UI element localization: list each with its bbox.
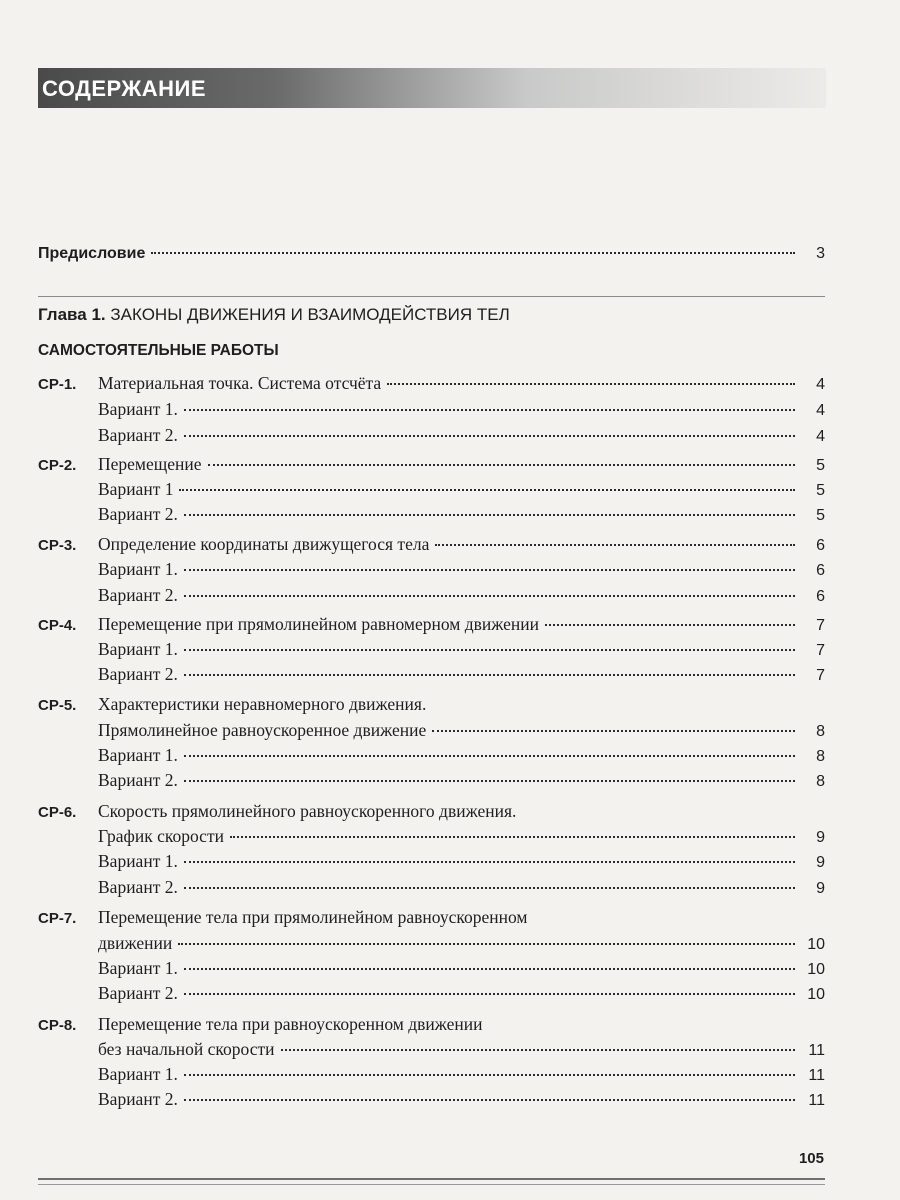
- toc-entry-heading: [38, 906, 527, 930]
- variant-label: Вариант 1: [98, 479, 174, 499]
- variant-label: Вариант 2.: [98, 585, 178, 605]
- work-code: СР-2.: [38, 457, 77, 474]
- toc-variant: [38, 478, 825, 500]
- section-heading: САМОСТОЯТЕЛЬНЫЕ РАБОТЫ: [38, 342, 279, 359]
- page-ref: 5: [816, 457, 825, 474]
- toc-variant: [38, 744, 825, 766]
- toc-entry: [38, 932, 825, 954]
- page-ref: 5: [816, 507, 825, 524]
- dot-leader: [184, 568, 795, 571]
- dot-leader: [184, 1098, 795, 1101]
- page-ref: 4: [816, 402, 825, 419]
- page-ref: 8: [816, 748, 825, 765]
- page-ref: 6: [816, 562, 825, 579]
- dot-leader: [435, 543, 795, 546]
- page-ref: 10: [807, 986, 825, 1003]
- toc-entry: [38, 825, 825, 847]
- work-code: СР-3.: [38, 537, 77, 554]
- dot-leader: [184, 754, 795, 757]
- page-ref: 9: [816, 880, 825, 897]
- page-ref: 4: [816, 376, 825, 393]
- dot-leader: [151, 251, 795, 254]
- entry-title: Перемещение: [98, 454, 202, 474]
- page-ref: 7: [816, 617, 825, 634]
- divider: [38, 296, 825, 297]
- dot-leader: [184, 992, 795, 995]
- entry-title: Перемещение при прямолинейном равномерном движении: [98, 614, 539, 634]
- toc-variant: [38, 876, 825, 898]
- entry-title: Определение координаты движущегося тела: [98, 534, 430, 554]
- work-code: СР-7.: [38, 910, 77, 927]
- variant-label: Вариант 2.: [98, 1089, 178, 1109]
- entry-title: Характеристики неравномерного движения.: [98, 694, 427, 714]
- dot-leader: [184, 513, 795, 516]
- toc-variant: [38, 638, 825, 660]
- dot-leader: [184, 779, 795, 782]
- entry-title-cont: Прямолинейное равноускоренное движение: [98, 720, 427, 740]
- page-ref: 7: [816, 667, 825, 684]
- variant-label: Вариант 2.: [98, 504, 178, 524]
- variant-label: Вариант 1.: [98, 851, 178, 871]
- dot-leader: [387, 382, 795, 385]
- page-ref: 4: [816, 428, 825, 445]
- variant-label: Вариант 2.: [98, 877, 178, 897]
- entry-title: Скорость прямолинейного равноускоренного движения.: [98, 801, 517, 821]
- variant-label: Вариант 2.: [98, 425, 178, 445]
- toc-variant: [38, 584, 825, 606]
- page-ref: 8: [816, 773, 825, 790]
- toc-entry: [38, 1038, 825, 1060]
- variant-label: Вариант 1.: [98, 399, 178, 419]
- dot-leader: [281, 1048, 795, 1051]
- dot-leader: [184, 967, 795, 970]
- dot-leader: [178, 942, 795, 945]
- page-ref: 11: [808, 1067, 825, 1084]
- toc-entry: [38, 533, 825, 555]
- page-title: СОДЕРЖАНИЕ: [42, 76, 207, 101]
- toc-variant: [38, 850, 825, 872]
- work-code: СР-5.: [38, 697, 77, 714]
- variant-label: Вариант 1.: [98, 958, 178, 978]
- entry-title-cont: движении: [98, 933, 173, 953]
- toc-variant: [38, 398, 825, 420]
- page-ref: 11: [808, 1042, 825, 1059]
- variant-label: Вариант 2.: [98, 983, 178, 1003]
- variant-label: Вариант 1.: [98, 745, 178, 765]
- toc-entry: [38, 719, 825, 741]
- toc-entry: [38, 613, 825, 635]
- page-ref: 7: [816, 642, 825, 659]
- dot-leader: [432, 729, 795, 732]
- dot-leader: [184, 408, 795, 411]
- page-ref: 11: [808, 1092, 825, 1109]
- page-ref: 6: [816, 588, 825, 605]
- toc-variant: [38, 663, 825, 685]
- page-ref: 6: [816, 537, 825, 554]
- work-code: СР-4.: [38, 617, 77, 634]
- work-code: СР-1.: [38, 376, 77, 393]
- toc-entry-heading: [38, 800, 516, 824]
- page-number: 105: [798, 1150, 824, 1167]
- page-ref: 9: [816, 854, 825, 871]
- toc-variant: [38, 1063, 825, 1085]
- entry-title-cont: График скорости: [98, 826, 224, 846]
- toc-variant: [38, 769, 825, 791]
- toc-entry: [38, 372, 825, 394]
- entry-title: Перемещение тела при равноускоренном движении: [98, 1014, 483, 1034]
- dot-leader: [179, 488, 795, 491]
- variant-label: Вариант 1.: [98, 559, 178, 579]
- dot-leader: [208, 463, 795, 466]
- toc-entry-heading: [38, 693, 426, 717]
- chapter-prefix: Глава 1.: [38, 305, 106, 324]
- dot-leader: [545, 623, 795, 626]
- dot-leader: [184, 434, 795, 437]
- entry-title-cont: без начальной скорости: [98, 1039, 275, 1059]
- toc-entry-heading: [38, 1013, 483, 1037]
- variant-label: Вариант 1.: [98, 1064, 178, 1084]
- page-ref: 5: [816, 482, 825, 499]
- variant-label: Вариант 2.: [98, 664, 178, 684]
- page-ref: 10: [807, 936, 825, 953]
- work-code: СР-6.: [38, 804, 77, 821]
- toc-variant: [38, 957, 825, 979]
- entry-title: Материальная точка. Система отсчёта: [98, 373, 382, 393]
- page-ref: 9: [816, 829, 825, 846]
- toc-entry-preface: [38, 243, 825, 265]
- dot-leader: [184, 860, 795, 863]
- chapter-heading: [38, 305, 510, 325]
- dot-leader: [184, 1073, 795, 1076]
- page-ref: 10: [807, 961, 825, 978]
- toc-variant: [38, 1088, 825, 1110]
- preface-label: Предисловие: [38, 245, 146, 262]
- work-code: СР-8.: [38, 1017, 77, 1034]
- variant-label: Вариант 2.: [98, 770, 178, 790]
- page-ref: 8: [816, 723, 825, 740]
- toc-variant: [38, 982, 825, 1004]
- entry-title: Перемещение тела при прямолинейном равноускоренном: [98, 907, 528, 927]
- dot-leader: [184, 886, 795, 889]
- toc-variant: [38, 424, 825, 446]
- variant-label: Вариант 1.: [98, 639, 178, 659]
- toc-entry: [38, 453, 825, 475]
- dot-leader: [184, 594, 795, 597]
- dot-leader: [184, 673, 795, 676]
- toc-variant: [38, 503, 825, 525]
- chapter-title: ЗАКОНЫ ДВИЖЕНИЯ И ВЗАИМОДЕЙСТВИЯ ТЕЛ: [110, 305, 510, 324]
- toc-variant: [38, 558, 825, 580]
- dot-leader: [230, 835, 795, 838]
- page-ref: 3: [816, 245, 825, 262]
- footer-rule: [38, 1178, 825, 1185]
- dot-leader: [184, 648, 795, 651]
